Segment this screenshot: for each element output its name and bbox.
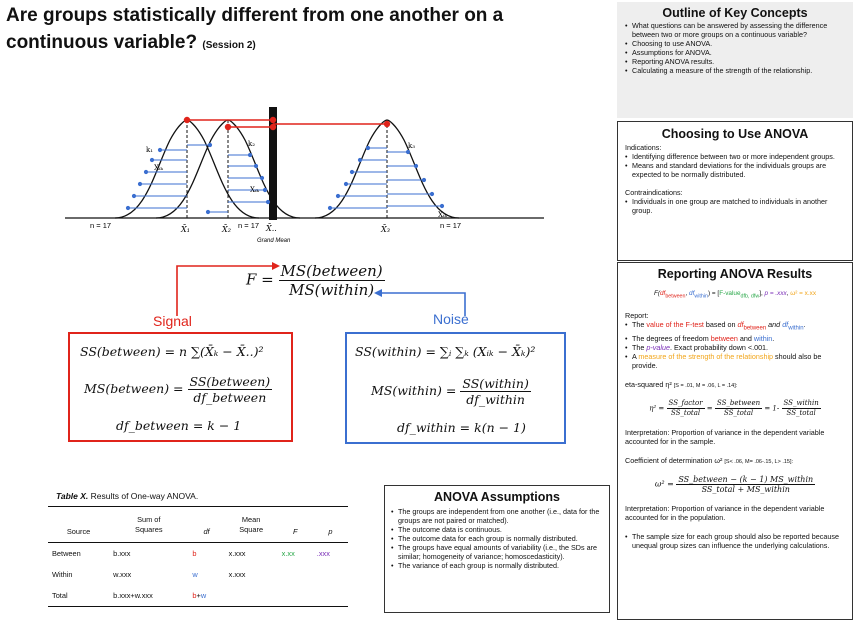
assumptions-title: ANOVA Assumptions (434, 490, 560, 504)
deviations-group-3 (328, 146, 443, 209)
list-item: • The outcome data is continuous. (391, 525, 603, 534)
outline-panel (617, 2, 853, 118)
outline-title: Outline of Key Concepts (662, 6, 808, 20)
reporting-note-list (625, 532, 845, 550)
list-item: • The groups have equal amounts of variability (i.e., the SDs are similar; homogeneity of variance; homoscedasticity). (391, 543, 603, 561)
list-item: • The degrees of freedom between and within. (625, 334, 845, 343)
list-item: • Choosing to use ANOVA. (625, 39, 845, 48)
noise-box (345, 332, 566, 444)
list-item: • The outcome data for each group is normally distributed. (391, 534, 603, 543)
label-k1: k₁ (146, 146, 154, 154)
choosing-panel (617, 121, 853, 261)
list-item: • The variance of each group is normally distributed. (391, 561, 603, 570)
list-item: • Calculating a measure of the strength of the relationship. (625, 66, 845, 75)
list-item: • Identifying difference between two or more independent groups. (625, 152, 845, 161)
reporting-title: Reporting ANOVA Results (657, 267, 813, 281)
report-label: Report: (625, 311, 649, 321)
label-xik3: Xᵢₖ (438, 211, 447, 219)
list-item: • The value of the F-test based on $df_{between}$ and $df_{within}$. (625, 320, 845, 333)
signal-arrow (177, 266, 272, 316)
signal-label: Signal (153, 313, 192, 329)
list-item: • Assumptions for ANOVA. (625, 48, 845, 57)
table-row: Between b.xxx b x.xxx x.xx .xxx (52, 549, 330, 558)
signal-box (68, 332, 293, 442)
label-k3: k₃ (408, 142, 416, 150)
outline-list (625, 21, 845, 75)
indications-label: Indications: (625, 143, 662, 152)
label-n-mid: n = 17 (238, 221, 260, 230)
df-between-formula: df_between = k − 1 (116, 418, 242, 433)
list-item: • The p-value. Exact probability down <.001. (625, 343, 845, 352)
list-item: • The sample size for each group should also be reported because unequal group sizes can influence the underlying calculations. (625, 532, 845, 550)
curve-group-2 (156, 120, 300, 218)
results-table (48, 506, 348, 607)
f-denominator: MS(within) (289, 281, 375, 299)
list-item: • What questions can be answered by assessing the difference between two or more groups on a continuous variable? (625, 21, 845, 39)
assumptions-panel (384, 485, 610, 613)
deviations-group-1 (126, 143, 211, 209)
label-xbar2: X̄₂ (222, 225, 231, 234)
apa-format-string: $F(df_{between}$, $df_{within}$) = [F-value$_{dfb, dfw}$], p = .xxx, ω² = x.xx (653, 290, 817, 300)
df-within-formula: df_within = k(n − 1) (397, 420, 526, 435)
table-caption: Table X. Results of One-way ANOVA. (56, 491, 199, 501)
ms-between-formula: MS(between) = $\frac{\text{SS(between)}}{\text{df\_between}}$ (84, 374, 271, 405)
label-n-left: n = 17 (90, 221, 112, 230)
list-item: • Individuals in one group are matched to individuals in another group. (625, 197, 845, 215)
assumptions-list (391, 507, 603, 570)
table-header-row: Source Sum of Squares df Mean Square F p (48, 507, 348, 543)
distribution-diagram (60, 100, 550, 250)
label-xbar-grand: X̄.. (266, 224, 277, 233)
curve-group-3 (315, 120, 459, 218)
report-list (625, 320, 845, 369)
f-numerator: MS(between) (280, 262, 383, 280)
curve-group-1 (115, 120, 259, 218)
eta-interpretation: Interpretation: Proportion of variance in the dependent variable accounted for in the sample. (625, 427, 825, 446)
table-row: Within w.xxx w x.xxx (52, 570, 246, 579)
label-k2: k₂ (248, 140, 256, 148)
ms-within-formula: MS(within) = $\frac{\text{SS(within)}}{\text{df\_within}}$ (371, 376, 529, 407)
ss-between-formula: SS(between) = n ∑(X̄ₖ − X̄..)² (80, 344, 264, 359)
list-item: • The groups are independent from one another (i.e., data for the groups are not paired or matched). (391, 507, 603, 525)
table-row: Total b.xxx+w.xxx b+w (52, 591, 207, 600)
indications-list (625, 152, 845, 179)
contraindications-label: Contraindications: (625, 188, 683, 197)
label-xbar1: X̄₁ (181, 225, 190, 234)
reporting-panel (617, 262, 853, 620)
list-item: • A measure of the strength of the relationship should also be provide. (625, 352, 845, 370)
label-n-right: n = 17 (440, 221, 462, 230)
signal-noise-arrows (160, 262, 480, 322)
omega-squared-label: Coefficient of determination ω² [S< .06, M= .06-.15, L> .15]: (625, 455, 794, 465)
ss-within-formula: SS(within) = ∑ᵢ ∑ₖ (Xᵢₖ − X̄ₖ)² (355, 344, 536, 359)
omega-interpretation: Interpretation: Proportion of variance in the dependent variable accounted for in the population. (625, 503, 825, 522)
session-label: (Session 2) (202, 40, 256, 51)
eta-squared-formula: η² = $\frac{\text{SS\_factor}}{\text{SS\_total}}$ = $\frac{\text{SS\_between}}{\text{SS\_total}}$ = 1- $\frac{\text{SS\_within}}{\text{SS\_total}}$ (649, 398, 819, 417)
deviations-group-2 (206, 153, 269, 213)
omega-squared-formula: ω² = $\frac{\text{SS\_between − (k − 1) MS\_within}}{\text{SS\_total + MS\_within}}$ (654, 474, 814, 494)
between-deviations (185, 118, 390, 130)
list-item: • Means and standard deviations for the individuals groups are expected to be normally distributed. (625, 161, 845, 179)
choosing-title: Choosing to Use ANOVA (661, 127, 809, 141)
list-item: • Reporting ANOVA results. (625, 57, 845, 66)
label-xbar3: X̄₃ (381, 225, 390, 234)
label-xik2: Xᵢₖ (250, 186, 259, 194)
page-title: Are groups statistically different from one another on a continuous variable? (Session 2) (6, 5, 504, 53)
noise-label: Noise (433, 311, 469, 327)
eta-squared-label: eta-squared η² [S = .01, M = .06, L = .14]: (625, 379, 738, 389)
label-xik1: Xᵢₖ (154, 164, 163, 172)
contraindications-list (625, 197, 845, 215)
f-ratio-formula: F = $\frac{\text{MS(between)}}{\text{MS(within)}}$ (246, 262, 383, 299)
label-grand-mean: Grand Mean (257, 238, 291, 244)
